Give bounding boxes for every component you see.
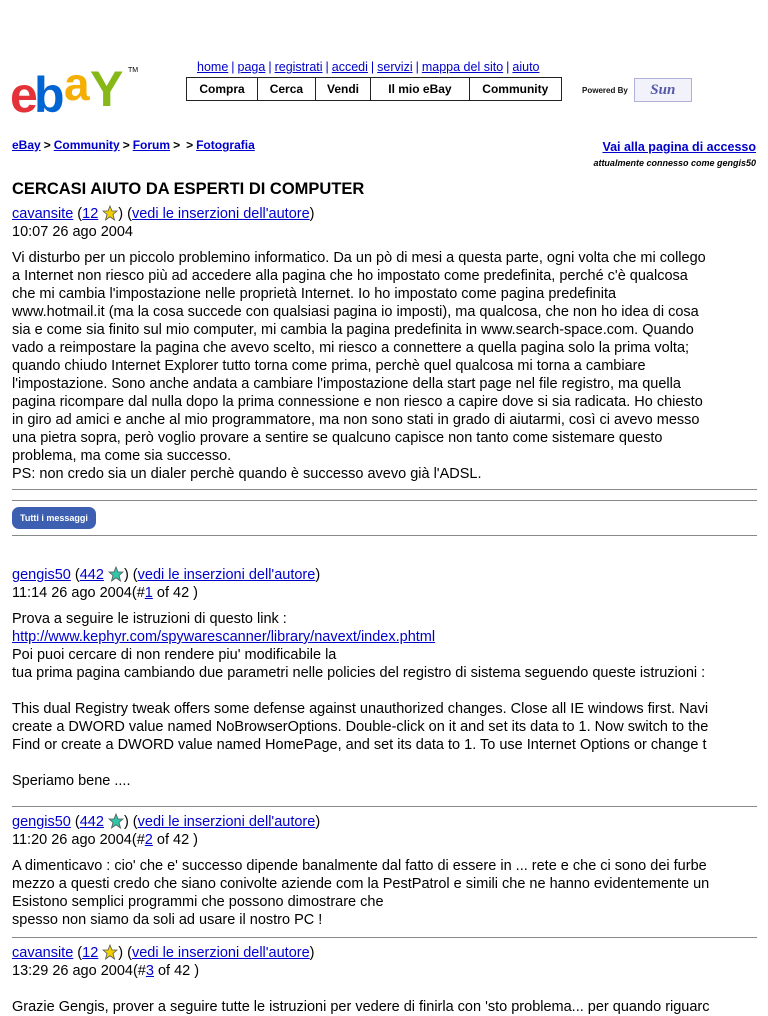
breadcrumb-ebay[interactable]: eBay xyxy=(12,138,41,152)
author-listings-link[interactable]: vedi le inserzioni dell'autore xyxy=(137,814,316,830)
login-page-link[interactable]: Vai alla pagina di accesso xyxy=(602,140,756,154)
author-listings-link[interactable]: vedi le inserzioni dell'autore xyxy=(137,567,316,583)
post xyxy=(12,813,757,929)
feedback-score-link[interactable]: 442 xyxy=(79,814,104,830)
header xyxy=(0,0,768,168)
feedback-star-icon xyxy=(102,944,118,960)
svg-text:b: b xyxy=(34,67,61,120)
breadcrumb: eBay > Community > Forum > > Fotografia xyxy=(12,138,255,152)
author-link[interactable]: cavansite xyxy=(12,206,74,222)
main-tab-bar xyxy=(186,77,562,101)
external-link[interactable]: http://www.kephyr.com/spywarescanner/library/navext/index.phtml xyxy=(12,629,436,645)
svg-text:e: e xyxy=(10,67,34,120)
divider xyxy=(12,500,757,501)
post-body: A dimenticavo : cio' che e' successo dipende banalmente dal fatto di essere in ... rete e che ci sono dei furbe mezzo a questi credo che siano conivolte aziende com la PestPatrol e simili che ne hanno evidentemente un Esistono semplici programmi che possono dimostrare che spesso non siamo da soli ad usare il nostro PC ! xyxy=(12,858,710,928)
nav-link-aiuto[interactable]: aiuto xyxy=(512,60,540,74)
logged-in-status: attualmente connesso come gengis50 xyxy=(593,158,756,168)
post-number-link[interactable]: 1 xyxy=(144,585,153,601)
all-messages-button[interactable]: Tutti i messaggi xyxy=(12,507,96,529)
post-body: Prova a seguire le istruzioni di questo link : http://www.kephyr.com/spywarescanner/library/navext/index.phtml Poi puoi cercare di non rendere piu' modificabile la tua prima pagina cambiando due parametri nelle policies del registro di sistema seguendo queste istruzioni : This dual Registry tweak offers some defense against unauthorized changes. Close all IE windows first. Navi create a DWORD value named NoBrowserOptions. Double-click on it and set its data to 1. Now switch to the Find or create a DWORD value named HomePage, and set its data to 1. To use Internet Options or change t Speriamo bene .... xyxy=(12,611,709,789)
post-body: Vi disturbo per un piccolo problemino informatico. Da un pò di mesi a questa parte, ogni volta che mi collego a Internet non riesco più ad accedere alla pagina che ho impostato come predefinita, perché c'è qualcosa che mi cambia l'impostazione nelle proprietà Internet. Io ho impostato come pagina predefinita www.hotmail.it (ma la cosa succede con qualsiasi pagina io imposti), ma qualcosa, che non ho idea di cosa sia e come sia finito sul mio computer, mi cambia la pagina predefinita in www.search-space.com. Quando vado a reimpostare la pagina che avevo scelto, mi riesco a connettere a quella pagina solo la prima volta; quando chiudo Internet Explorer tutto torna come prima, perchè quel qualcosa mi torna a cambiare l'impostazione. Sono anche andata a cambiare l'impostazione della start page nel file registro, ma quella pagina ricompare dal nulla dopo la prima connessione e non riesco a capire dove si sia radicata. Ho chiesto in giro ad amici e anche al mio programmatore, ma non sono stati in grado di aiutarmi, così ci avevo messo una pietra sopra, però voglio provare a sentire se qualcuno capisce non tanto come sistemare questo problema, ma come sia successo. PS: non credo sia un dialer perchè quando è successo avevo già l'ADSL. xyxy=(12,250,706,482)
post xyxy=(12,205,757,483)
nav-link-mappa[interactable]: mappa del sito xyxy=(421,60,504,74)
author-link[interactable]: gengis50 xyxy=(12,814,71,830)
feedback-score-link[interactable]: 442 xyxy=(79,567,104,583)
post-author-line: cavansite (12 ) (vedi le inserzioni dell'autore) xyxy=(12,945,315,961)
access-panel xyxy=(593,138,756,168)
nav-link-paga[interactable]: paga xyxy=(237,60,266,74)
svg-text:Y: Y xyxy=(90,61,120,117)
nav-link-accedi[interactable]: accedi xyxy=(331,60,368,74)
breadcrumb-community[interactable]: Community xyxy=(53,138,120,152)
author-listings-link[interactable]: vedi le inserzioni dell'autore xyxy=(131,945,310,961)
ebay-logo[interactable] xyxy=(10,60,160,120)
post-author-line: gengis50 (442 ) (vedi le inserzioni dell'autore) xyxy=(12,567,321,583)
thread-title: CERCASI AIUTO DA ESPERTI DI COMPUTER xyxy=(12,180,365,198)
all-messages-row xyxy=(12,507,757,529)
feedback-star-icon xyxy=(102,205,118,221)
post-author-line: cavansite (12 ) (vedi le inserzioni dell'autore) xyxy=(12,206,315,222)
author-listings-link[interactable]: vedi le inserzioni dell'autore xyxy=(131,206,310,222)
post-date: 11:20 26 ago 2004(#2 of 42 ) xyxy=(12,832,199,848)
tab-compra[interactable]: Compra xyxy=(187,78,258,100)
post-date: 10:07 26 ago 2004 xyxy=(12,224,133,240)
feedback-star-icon xyxy=(108,813,124,829)
feedback-score-link[interactable]: 12 xyxy=(82,206,99,222)
nav-link-registrati[interactable]: registrati xyxy=(274,60,323,74)
divider xyxy=(12,489,757,490)
powered-by-label: Powered By xyxy=(582,85,628,95)
divider xyxy=(12,937,757,938)
post-number-link[interactable]: 3 xyxy=(145,963,154,979)
breadcrumb-fotografia[interactable]: Fotografia xyxy=(196,138,255,152)
divider xyxy=(12,806,757,807)
nav-link-home[interactable]: home xyxy=(197,60,229,74)
post xyxy=(12,944,757,1016)
svg-text:TM: TM xyxy=(128,67,139,74)
post-date: 11:14 26 ago 2004(#1 of 42 ) xyxy=(12,585,199,601)
thread-content xyxy=(12,180,757,1016)
tab-vendi[interactable]: Vendi xyxy=(316,78,372,100)
post xyxy=(12,566,757,790)
tab-il-mio-ebay[interactable]: Il mio eBay xyxy=(371,78,469,100)
tab-community[interactable]: Community xyxy=(482,82,549,96)
feedback-star-icon xyxy=(108,566,124,582)
author-link[interactable]: gengis50 xyxy=(12,567,71,583)
breadcrumb-forum[interactable]: Forum xyxy=(132,138,171,152)
powered-by-sun xyxy=(582,78,692,102)
author-link[interactable]: cavansite xyxy=(12,945,74,961)
top-nav-links: home | paga | registrati | accedi | servizi | mappa del sito | aiuto xyxy=(197,60,540,74)
sun-logo: Sun xyxy=(634,78,692,102)
nav-link-servizi[interactable]: servizi xyxy=(377,60,413,74)
tab-cerca[interactable]: Cerca xyxy=(258,78,316,100)
feedback-score-link[interactable]: 12 xyxy=(82,945,99,961)
post-date: 13:29 26 ago 2004(#3 of 42 ) xyxy=(12,963,200,979)
post-number-link[interactable]: 2 xyxy=(144,832,153,848)
post-author-line: gengis50 (442 ) (vedi le inserzioni dell'autore) xyxy=(12,814,321,830)
svg-text:a: a xyxy=(64,60,86,110)
post-body: Grazie Gengis, prover a seguire tutte le istruzioni per vedere di finirla con 'sto problema... per quando riguarc xyxy=(12,999,710,1015)
divider xyxy=(12,535,757,536)
